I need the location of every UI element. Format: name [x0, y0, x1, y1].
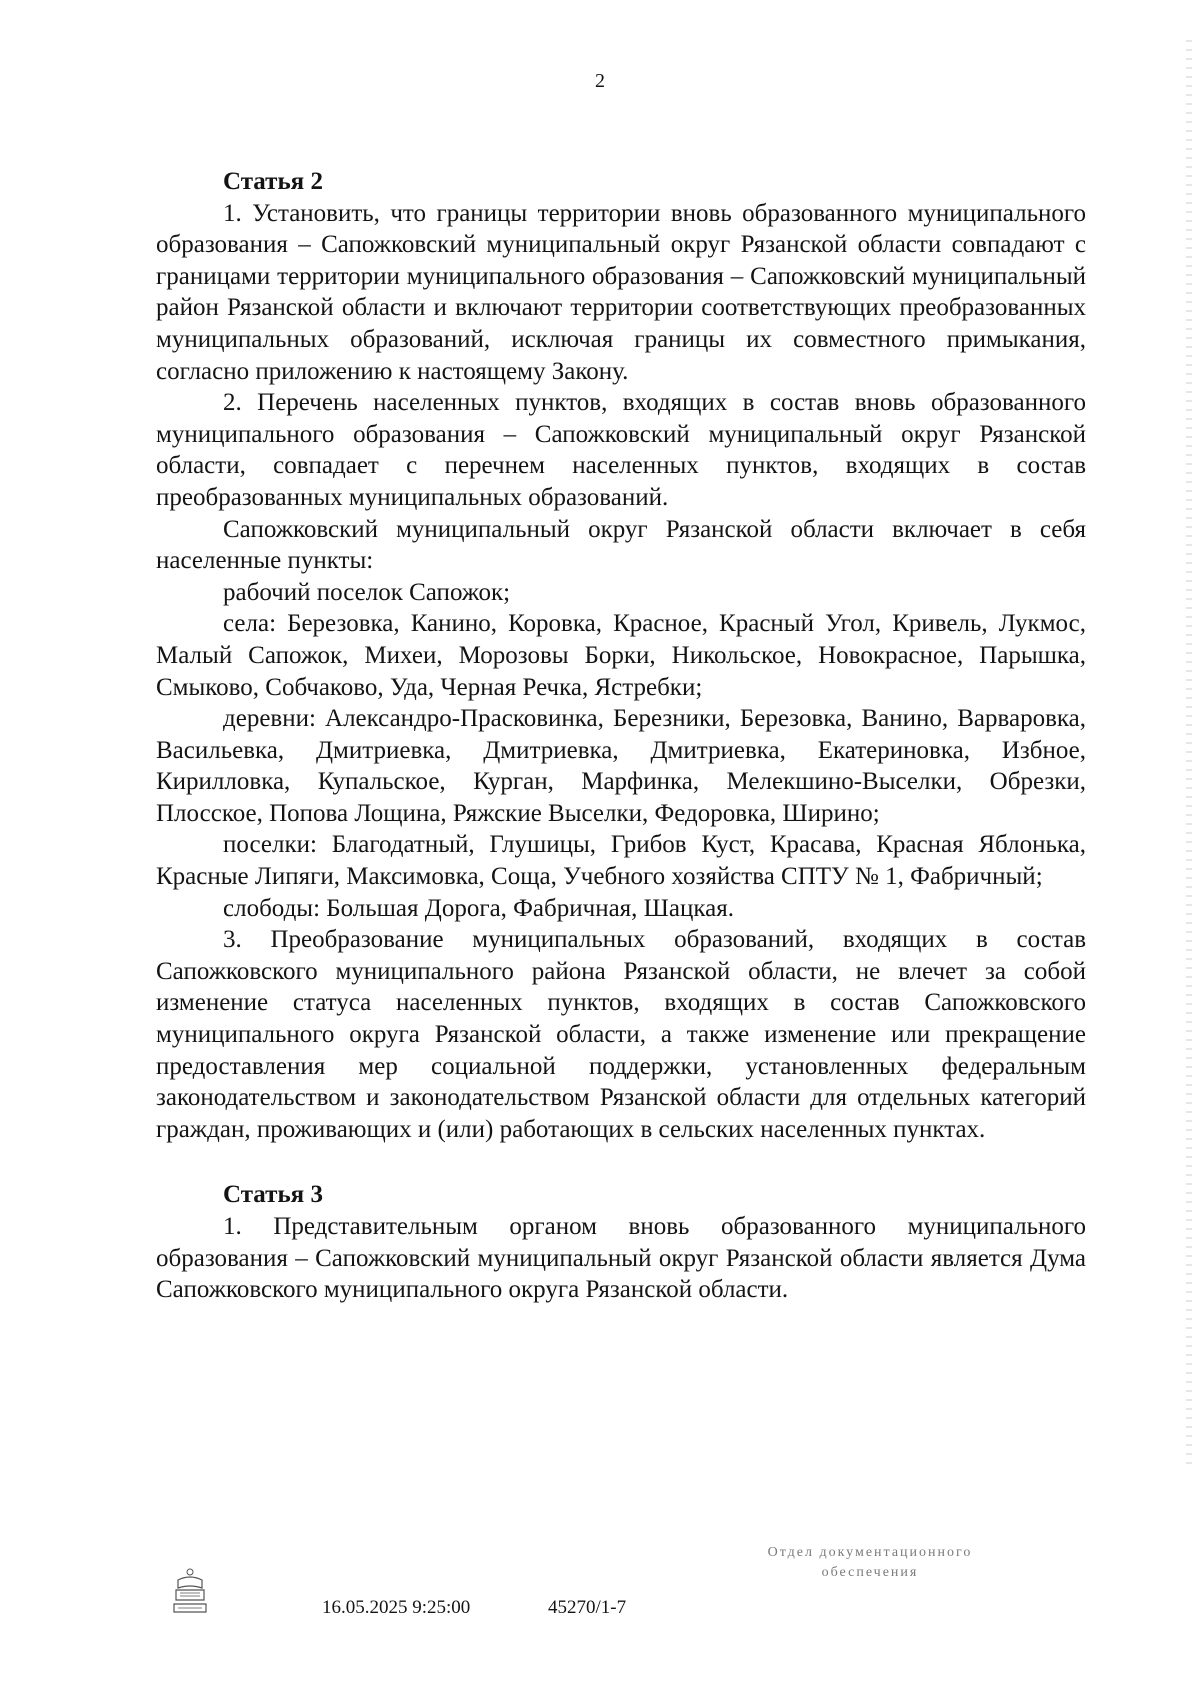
settlement-hamlets: деревни: Александро-Прасковинка, Березники, Березовка, Ванино, Варваровка, Васильевка, Дмитриевка, Дмитриевка, Дмитриевка, Екатериновка, Избное, Кирилловка, Купальское, Курган, Марфинка, Мелекшино-Выселки, Обрезки, Плосское, Попова Лощина, Ряжские Выселки, Федоровка, Ширино;: [156, 705, 1086, 827]
scan-edge-artifact: [1186, 40, 1192, 1470]
settlement-workers-township: рабочий поселок Сапожок;: [223, 578, 511, 606]
document-body: [156, 166, 1086, 1306]
footer-datetime: 16.05.2025 9:25:00: [322, 1597, 471, 1618]
page-number: 2: [595, 70, 605, 92]
article-2-paragraph-3: Сапожковский муниципальный округ Рязанской области включает в себя населенные пункты:: [156, 515, 1086, 575]
article-3-heading: Статья 3: [223, 1181, 323, 1209]
settlement-villages: села: Березовка, Канино, Коровка, Красное, Красный Угол, Кривель, Лукмос, Малый Сапожок, Михеи, Морозовы Борки, Никольское, Новокрасное, Парышка, Смыково, Собчаково, Уда, Черная Речка, Ястребки;: [156, 610, 1086, 701]
footer-registration-number: 45270/1-7: [548, 1597, 627, 1618]
section-spacer: [156, 1145, 1086, 1179]
stamp-line-2: обеспечения: [821, 1565, 919, 1580]
article-2-paragraph-1: 1. Установить, что границы территории вновь образованного муниципального образования – Сапожковский муниципальный округ Рязанской области совпадают с границами территории муниципального образования – Сапожковский муниципальный район Рязанской области и включают территории соответствующих преобразованных муниципальных образований, исключая границы их совместного примыкания, согласно приложению к настоящему Закону.: [156, 199, 1086, 385]
article-2-paragraph-4: 3. Преобразование муниципальных образований, входящих в состав Сапожковского муниципального района Рязанской области, не влечет за собой изменение статуса населенных пунктов, входящих в состав Сапожковского муниципального округа Рязанской области, а также изменение или прекращение предоставления мер социальной поддержки, установленных федеральным законодательством и законодательством Рязанской области для отдельных категорий граждан, проживающих и (или) работающих в сельских населенных пунктах.: [156, 926, 1086, 1143]
article-3-paragraph-1: 1. Представительным органом вновь образованного муниципального образования – Сапожковский муниципальный округ Рязанской области является Дума Сапожковского муниципального округа Рязанской области.: [156, 1213, 1086, 1304]
article-2-heading: Статья 2: [223, 168, 323, 195]
department-stamp: [720, 1543, 1020, 1583]
settlement-townships: поселки: Благодатный, Глушицы, Грибов Куст, Красава, Красная Яблонька, Красные Липяги, Максимовка, Соща, Учебного хозяйства СПТУ № 1, Фабричный;: [156, 831, 1086, 891]
article-2-paragraph-2: 2. Перечень населенных пунктов, входящих в состав вновь образованного муниципального образования – Сапожковский муниципальный округ Рязанской области, совпадает с перечнем населенных пунктов, входящих в состав преобразованных муниципальных образований.: [156, 389, 1086, 511]
stamp-line-1: Отдел документационного: [767, 1545, 973, 1560]
coat-of-arms-icon: [170, 1566, 210, 1618]
settlement-slobodas: слободы: Большая Дорога, Фабричная, Шацкая.: [223, 894, 734, 922]
